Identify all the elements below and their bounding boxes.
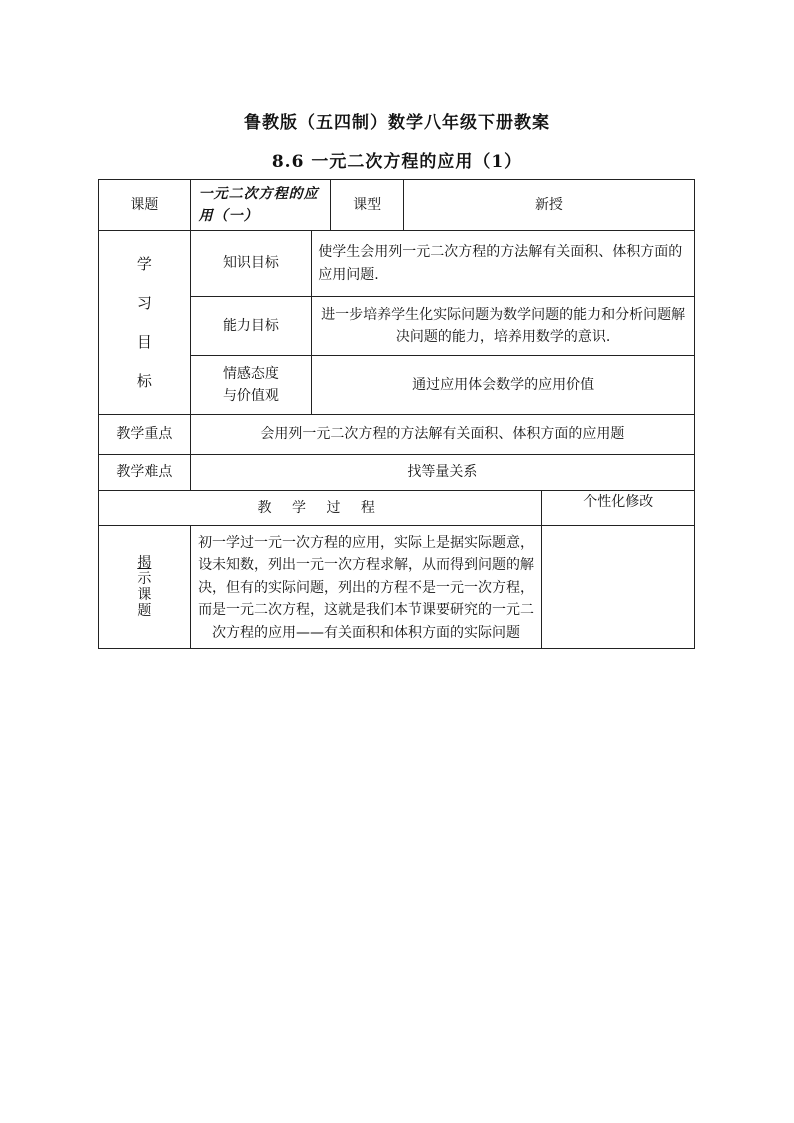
type-value: 新授 [403,180,694,231]
knowledge-row [99,231,695,297]
process-header-row [99,491,695,526]
knowledge-label: 知识目标 [190,231,312,297]
emotion-label-line: 情感态度 [222,365,279,382]
topic-row [99,180,695,231]
difficulty-row [99,455,695,491]
lesson-title: 8.6 一元二次方程的应用（1） [271,152,523,172]
reveal-char: 示 [137,570,152,587]
ability-text: 进一步培养学生化实际问题为数学问题的能力和分析问题解决问题的能力，培养用数学的意识. [312,297,695,356]
emotion-label [190,356,312,415]
modification-cell [542,526,695,649]
goals-char: 目 [136,332,152,351]
reveal-topic-row [99,526,695,649]
key-point-row [99,415,695,455]
reveal-topic-text: 初一学过一元一次方程的应用，实际上是据实际题意，设未知数，列出一元一次方程求解，从而得到问题的解决，但有的实际问题，列出的方程不是一元一次方程，而是一元二次方程，这就是我们本节课要研究的一元二次方程的应用——有关面积和体积方面的实际问题 [190,526,542,649]
topic-label: 课题 [99,180,191,231]
knowledge-text: 使学生会用列一元二次方程的方法解有关面积、体积方面的应用问题. [312,231,695,297]
lesson-plan-table [98,179,695,649]
personal-modification-label: 个性化修改 [542,491,695,526]
reveal-topic-label [99,526,191,649]
key-point-text: 会用列一元二次方程的方法解有关面积、体积方面的应用题 [190,415,694,455]
key-point-label: 教学重点 [99,415,191,455]
emotion-text: 通过应用体会数学的应用价值 [312,356,695,415]
goals-char: 标 [136,371,152,390]
reveal-char: 课 [137,586,152,603]
goals-char: 学 [136,254,152,273]
reveal-char: 题 [137,602,152,619]
document-title: 鲁教版（五四制）数学八年级下册教案 [244,113,550,133]
teaching-process-label: 教 学 过 程 [99,491,542,526]
goals-char: 习 [136,293,152,312]
difficulty-text: 找等量关系 [190,455,694,491]
type-label: 课型 [331,180,403,231]
ability-label: 能力目标 [190,297,312,356]
reveal-char: 揭 [137,554,152,571]
difficulty-label: 教学难点 [99,455,191,491]
goals-label [99,231,191,415]
emotion-label-line: 与价值观 [222,388,279,404]
topic-value: 一元二次方程的应用（一） [190,180,331,231]
